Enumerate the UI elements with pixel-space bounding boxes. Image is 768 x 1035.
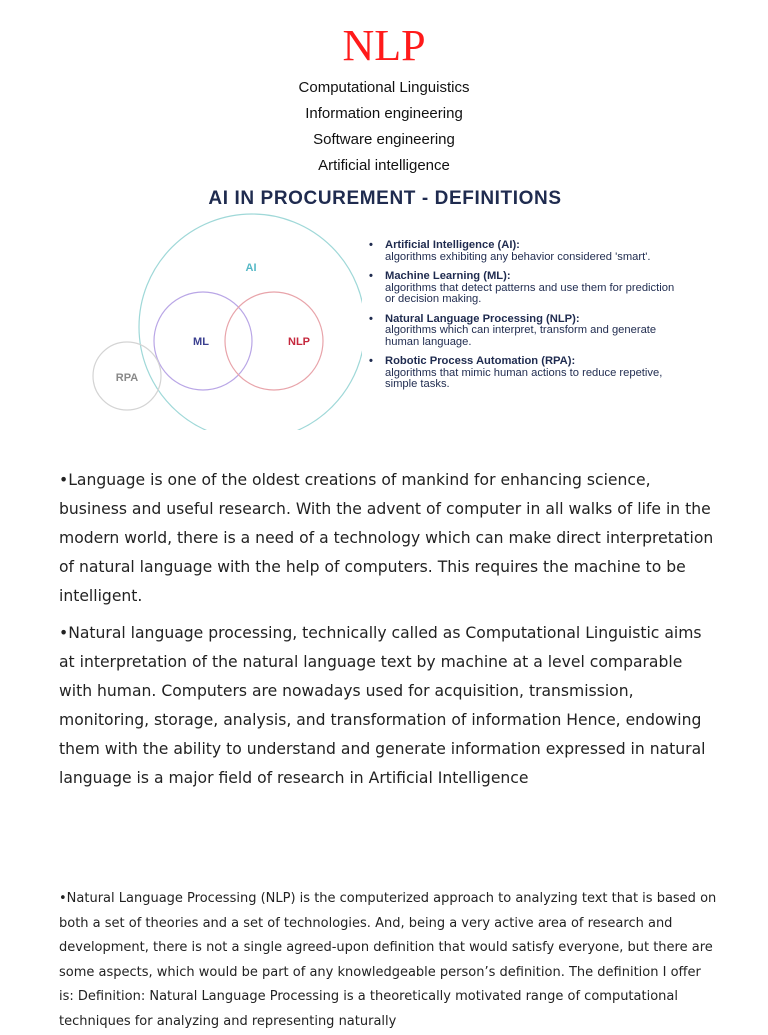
ai-circle (139, 214, 362, 430)
definition-desc: algorithms which can interpret, transform and generate human language. (385, 324, 657, 348)
definition-ml (367, 271, 687, 306)
nlp-label: NLP (288, 336, 310, 348)
subtitle-computational-linguistics: Computational Linguistics (298, 79, 470, 96)
subtitle-software-engineering: Software engineering (313, 131, 455, 148)
paragraph-nlp-definition: •Natural language processing, technically called as Computational Linguistic aims at interpretation of the natural language text by machine at a level comparable with human. Computers are nowadays used for acquisition, transmission, monitoring, storage, analysis, and transformation of information Hence, endowing them with the ability to understand and generate information expressed in natural language is a major field of research in Artificial Intelligence (59, 624, 706, 787)
definitions-list (367, 240, 687, 399)
definition-ai (367, 240, 687, 263)
bullet-icon: • (369, 312, 373, 325)
definition-term: Natural Language Processing (NLP): (385, 312, 580, 325)
paragraph-nlp-approach: •Natural Language Processing (NLP) is the computerized approach to analyzing text that is based on both a set of theories and a set of technologies. And, being a very active area of research and development, there is not a single agreed-upon definition that would satisfy everyone, but there are some aspects, which would be part of any knowledgeable person’s definition. The definition I offer is: Definition: Natural Language Processing is a theoretically motivated range of computational techniques for analyzing and representing naturally (59, 891, 717, 1029)
definition-desc: algorithms that mimic human actions to reduce repetive, simple tasks. (385, 366, 663, 390)
figure-title: AI IN PROCUREMENT - DEFINITIONS (208, 188, 562, 209)
ml-label: ML (193, 336, 209, 348)
paragraph-language: •Language is one of the oldest creations of mankind for enhancing science, business and useful research. With the advent of computer in all walks of life in the modern world, there is a need of a technology which can make direct interpretation of natural language with the help of computers. This requires the machine to be intelligent. (59, 471, 714, 605)
bullet-icon: • (369, 270, 373, 282)
bullet-icon: • (369, 355, 373, 367)
definition-term: Artificial Intelligence (AI): (385, 239, 520, 251)
definition-term: Machine Learning (ML): (385, 270, 511, 282)
bullet-icon: • (369, 239, 373, 251)
venn-diagram (82, 184, 362, 430)
definition-nlp (367, 314, 687, 349)
subtitle-artificial-intelligence: Artificial intelligence (318, 157, 450, 174)
rpa-label: RPA (115, 372, 139, 384)
document-title: NLP (342, 21, 426, 70)
definition-rpa (367, 356, 687, 391)
ai-label: AI (245, 262, 257, 274)
ai-procurement-figure (82, 184, 688, 430)
definition-term: Robotic Process Automation (RPA): (385, 355, 576, 367)
definition-desc: algorithms that detect patterns and use them for prediction or decision making. (385, 281, 675, 305)
subtitle-information-engineering: Information engineering (305, 105, 463, 122)
definition-desc: algorithms exhibiting any behavior considered 'smart'. (385, 250, 651, 263)
